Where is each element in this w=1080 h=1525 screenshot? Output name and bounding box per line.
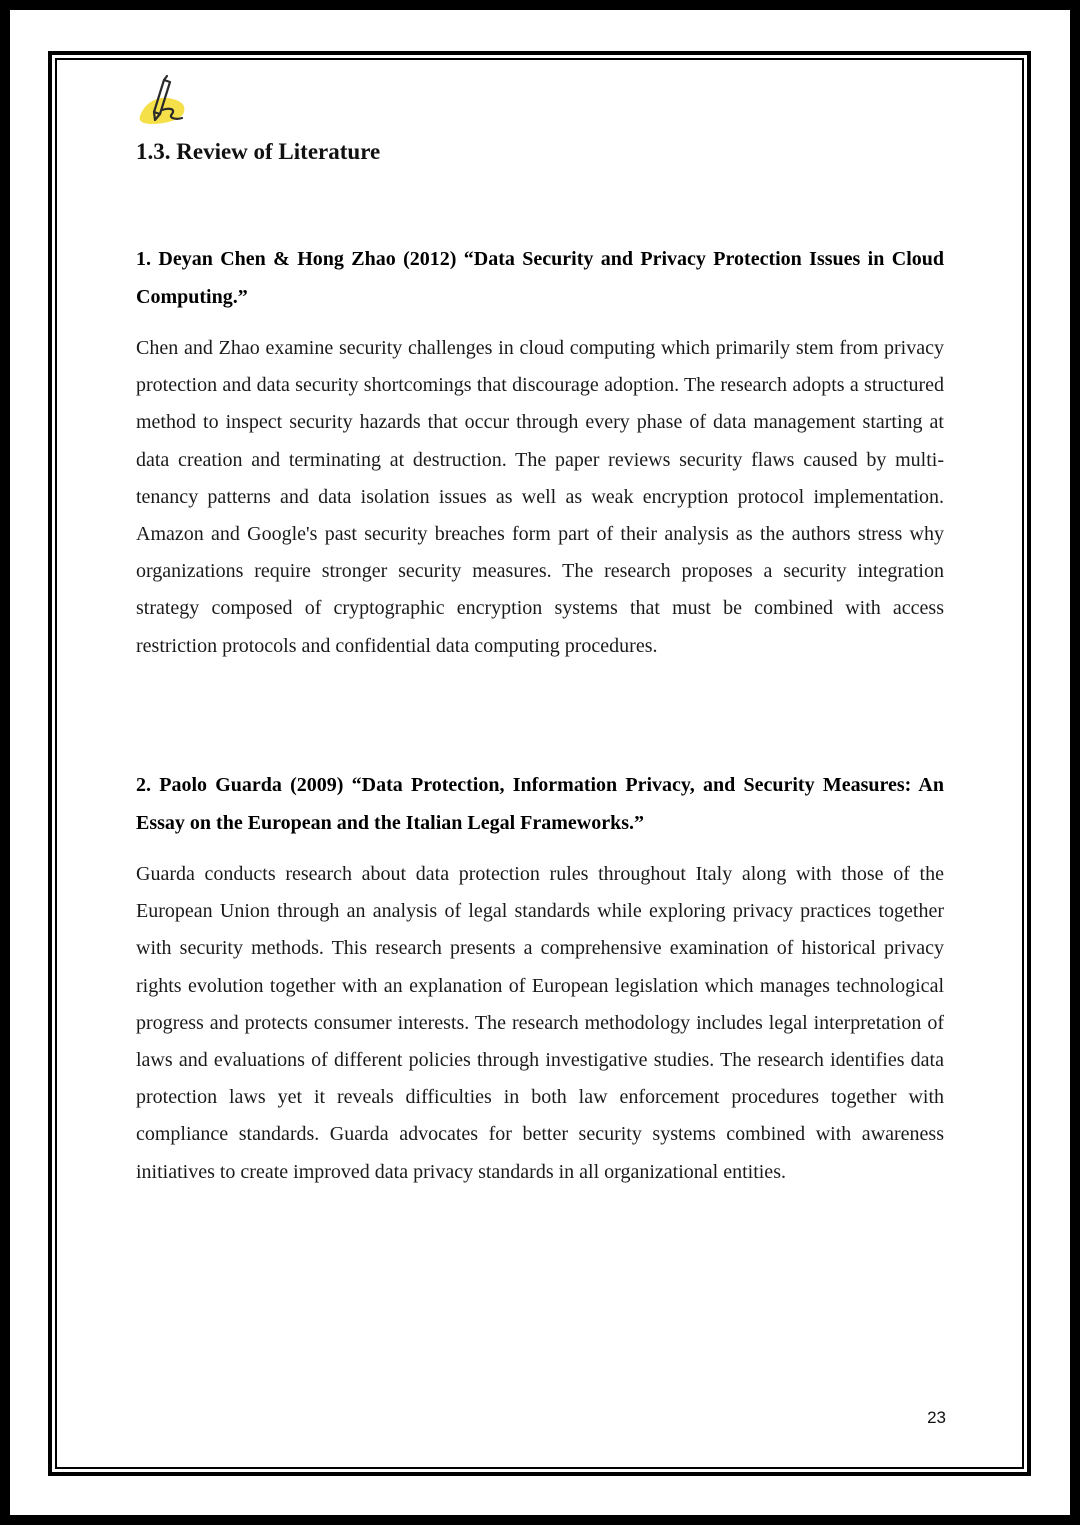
- entry-title-1: 1. Deyan Chen & Hong Zhao (2012) “Data Security and Privacy Protection Issues in Cloud Computing.”: [136, 248, 944, 308]
- pen-writing-icon: [134, 74, 198, 134]
- page-number: 23: [927, 1408, 946, 1427]
- entry-title-2: 2. Paolo Guarda (2009) “Data Protection, Information Privacy, and Security Measures: An Essay on the European and the Italian Legal Frameworks.”: [136, 774, 944, 834]
- section-title: 1.3. Review of Literature: [136, 139, 381, 164]
- entry-body-2: Guarda conducts research about data protection rules throughout Italy along with those of the European Union through an analysis of legal standards while exploring privacy practices together with security methods. This research presents a comprehensive examination of historical privacy rights evolution together with an explanation of European legislation which manages technological progress and protects consumer interests. The research methodology includes legal interpretation of laws and evaluations of different policies through investigative studies. The research identifies data protection laws yet it reveals difficulties in both law enforcement procedures together with compliance standards. Guarda advocates for better security systems combined with awareness initiatives to create improved data privacy standards in all organizational entities.: [136, 863, 944, 1183]
- entry-body-1: Chen and Zhao examine security challenges in cloud computing which primarily stem from privacy protection and data security shortcomings that discourage adoption. The research adopts a structured method to inspect security hazards that occur through every phase of data management starting at data creation and terminating at destruction. The paper reviews security flaws caused by multi-tenancy patterns and data isolation issues as well as weak encryption protocol implementation. Amazon and Google's past security breaches form part of their analysis as the authors stress why organizations require stronger security measures. The research proposes a security integration strategy composed of cryptographic encryption systems that must be combined with access restriction protocols and confidential data computing procedures.: [136, 337, 944, 657]
